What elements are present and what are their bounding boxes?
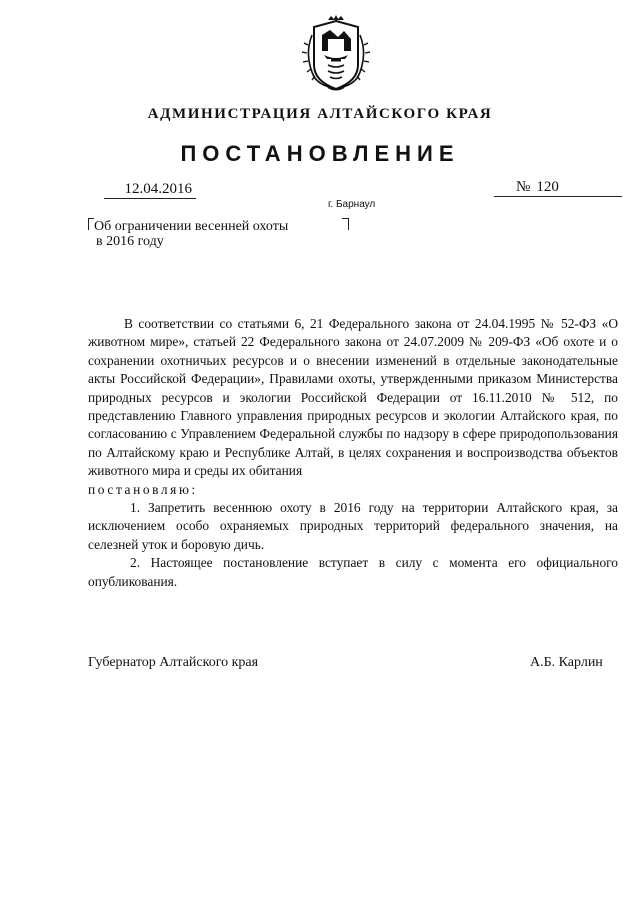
document-type-title: ПОСТАНОВЛЕНИЕ	[180, 141, 460, 166]
signatory-position: Губернатор Алтайского края	[88, 655, 259, 670]
document-date: 12.04.2016	[104, 181, 196, 199]
number-value: 120	[536, 179, 559, 195]
document-subject	[88, 219, 338, 249]
number-sign: №	[516, 179, 531, 195]
signatory-name: А.Б. Карлин	[530, 655, 603, 670]
body-item-2: 2. Настоящее постановление вступает в силу с момента его официального опубликования.	[88, 555, 618, 589]
city-name: г. Барнаул	[328, 199, 376, 210]
resolve-word: постановляю:	[88, 481, 198, 497]
body-intro-paragraph: В соответствии со статьями 6, 21 Федерального закона от 24.04.1995 № 52-ФЗ «О животном мире», статьей 22 Федерального закона от 24.07.2009 № 209-ФЗ «Об охоте и о сохранении охотничьих ресурсов и о внесении изменений в отдельные законодательные акты Российской Федерации», Правилами охоты, утвержденными приказом Министерства природных ресурсов и экологии Российской Федерации от 16.11.2010 № 512, по представлению Главного управления природных ресурсов и экологии Алтайского края, по согласованию с Управлением Федеральной службы по надзору в сфере природопользования по Алтайскому краю и Республике Алтай, в целях сохранения и воспроизводства объектов животного мира и среды их обитания	[88, 316, 618, 479]
document-body	[88, 315, 618, 591]
coat-of-arms-emblem	[298, 15, 374, 93]
subject-bracket-right	[342, 218, 349, 230]
organization-name: АДМИНИСТРАЦИЯ АЛТАЙСКОГО КРАЯ	[147, 106, 493, 122]
subject-line-2: в 2016 году	[96, 234, 164, 249]
body-item-1: 1. Запретить весеннюю охоту в 2016 году на территории Алтайского края, за исключением особо охраняемых природных территорий федерального значения, на селезней уток и боровую дичь.	[88, 500, 618, 552]
subject-line-1: Об ограничении весенней охоты	[94, 219, 289, 234]
document-number	[494, 179, 622, 197]
